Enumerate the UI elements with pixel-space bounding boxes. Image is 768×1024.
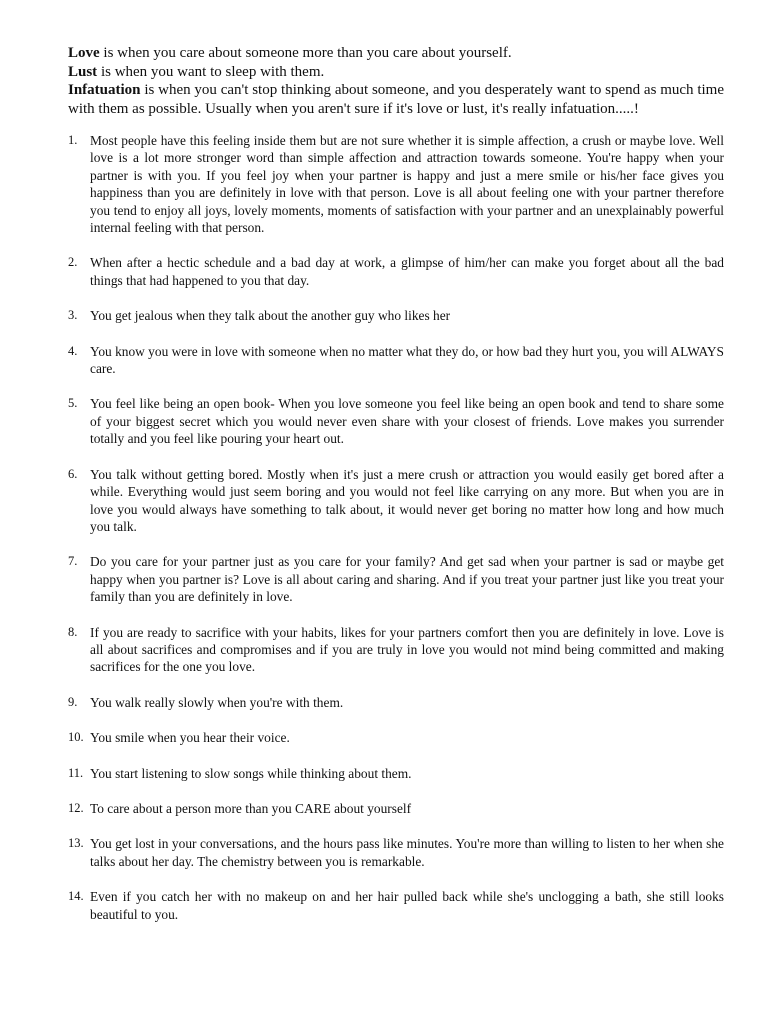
list-item-text: You know you were in love with someone when no matter what they do, or how bad they hurt you, you will ALWAYS care. xyxy=(90,343,724,377)
list-item-number: 6. xyxy=(68,466,78,481)
list-item-number: 1. xyxy=(68,133,78,147)
signs-list xyxy=(68,132,724,923)
lust-definition-text: is when you want to sleep with them. xyxy=(97,63,325,80)
list-item-text: You talk without getting bored. Mostly when it's just a mere crush or attraction you would easily get bored after a while. Everything would just seem boring and you would not feel like carrying on any more. But when you are in love you would always have something to talk about, it would never get boring no matter how long and how much you talk. xyxy=(90,466,724,534)
list-item-text: You smile when you hear their voice. xyxy=(90,730,290,746)
lust-term: Lust xyxy=(68,63,98,80)
document-page xyxy=(68,44,724,941)
list-item xyxy=(68,466,724,536)
list-item-text: You get lost in your conversations, and the hours pass like minutes. You're more than willing to listen to her when she talks about her day. The chemistry between you is remarkable. xyxy=(90,836,724,869)
list-item xyxy=(68,254,724,289)
love-term: Love xyxy=(68,45,100,61)
list-item xyxy=(68,307,724,324)
list-item xyxy=(68,553,724,605)
list-item-text: When after a hectic schedule and a bad day at work, a glimpse of him/her can make you forget about all the bad things that had happened to you that day. xyxy=(90,255,724,288)
love-definition xyxy=(68,44,724,63)
list-item-text: If you are ready to sacrifice with your habits, likes for your partners comfort then you are definitely in love. Love is all about sacrifices and compromises and if you are truly in love you would not mind being committed and making sacrifices for the one you love. xyxy=(90,624,724,675)
list-item-number: 14. xyxy=(68,889,84,904)
list-item xyxy=(68,694,724,711)
list-item-number: 9. xyxy=(68,694,78,709)
list-item-text: To care about a person more than you CARE about yourself xyxy=(90,800,412,816)
intro-definitions xyxy=(68,44,724,118)
infatuation-definition-text: is when you can't stop thinking about someone, and you desperately want to spend as much time with them as possible. Usually when you aren't sure if it's love or lust, it's really infatuation.....! xyxy=(68,82,724,117)
list-item-text: You walk really slowly when you're with them. xyxy=(90,694,344,710)
love-definition-text: is when you care about someone more than you care about yourself. xyxy=(99,45,512,61)
list-item-text: Most people have this feeling inside them but are not sure whether it is simple affection, a crush or maybe love. Well love is a lot more stronger word than simple affection and attraction towards someone. You're happy when your partner is with you. If you feel joy when your partner is happy and just a mere smile or his/her face gives you happiness than you are definitely in love with that person. Love is all about feeling one with your partner therefore you tend to enjoy all joys, lovely moments, moments of satisfaction with your partner and an unexplainably powerful internal feeling with that person. xyxy=(90,133,724,236)
list-item-text: You get jealous when they talk about the another guy who likes her xyxy=(90,308,451,324)
list-item-number: 3. xyxy=(68,308,78,323)
list-item xyxy=(68,343,724,378)
list-item-number: 5. xyxy=(68,396,78,411)
list-item xyxy=(68,765,724,782)
infatuation-definition xyxy=(68,81,724,118)
lust-definition xyxy=(68,63,724,82)
list-item xyxy=(68,729,724,746)
list-item xyxy=(68,624,724,676)
list-item-text: Do you care for your partner just as you care for your family? And get sad when your partner is sad or maybe get happy when you partner is? Love is all about caring and sharing. And if you treat your partner just like you treat your family than you are definitely in love. xyxy=(90,554,724,605)
list-item xyxy=(68,395,724,447)
list-item xyxy=(68,835,724,870)
infatuation-term: Infatuation xyxy=(68,82,141,98)
list-item-text: Even if you catch her with no makeup on and her hair pulled back while she's unclogging a bath, she still looks beautiful to you. xyxy=(90,889,724,922)
list-item-text: You start listening to slow songs while thinking about them. xyxy=(90,765,412,781)
list-item-number: 13. xyxy=(68,836,84,851)
list-item-number: 8. xyxy=(68,624,78,639)
list-item-text: You feel like being an open book- When you love someone you feel like being an open book and tend to share some of your biggest secret which you would never even share with your closest of friends. Love makes you surrender totally and you feel like pouring your heart out. xyxy=(90,396,724,447)
list-item-number: 4. xyxy=(68,343,78,358)
list-item-number: 2. xyxy=(68,255,78,270)
list-item xyxy=(68,132,724,236)
list-item-number: 12. xyxy=(68,800,84,815)
list-item xyxy=(68,888,724,923)
list-item-number: 7. xyxy=(68,554,78,569)
list-item-number: 11. xyxy=(68,765,84,780)
list-item-number: 10. xyxy=(68,730,84,745)
list-item xyxy=(68,800,724,817)
